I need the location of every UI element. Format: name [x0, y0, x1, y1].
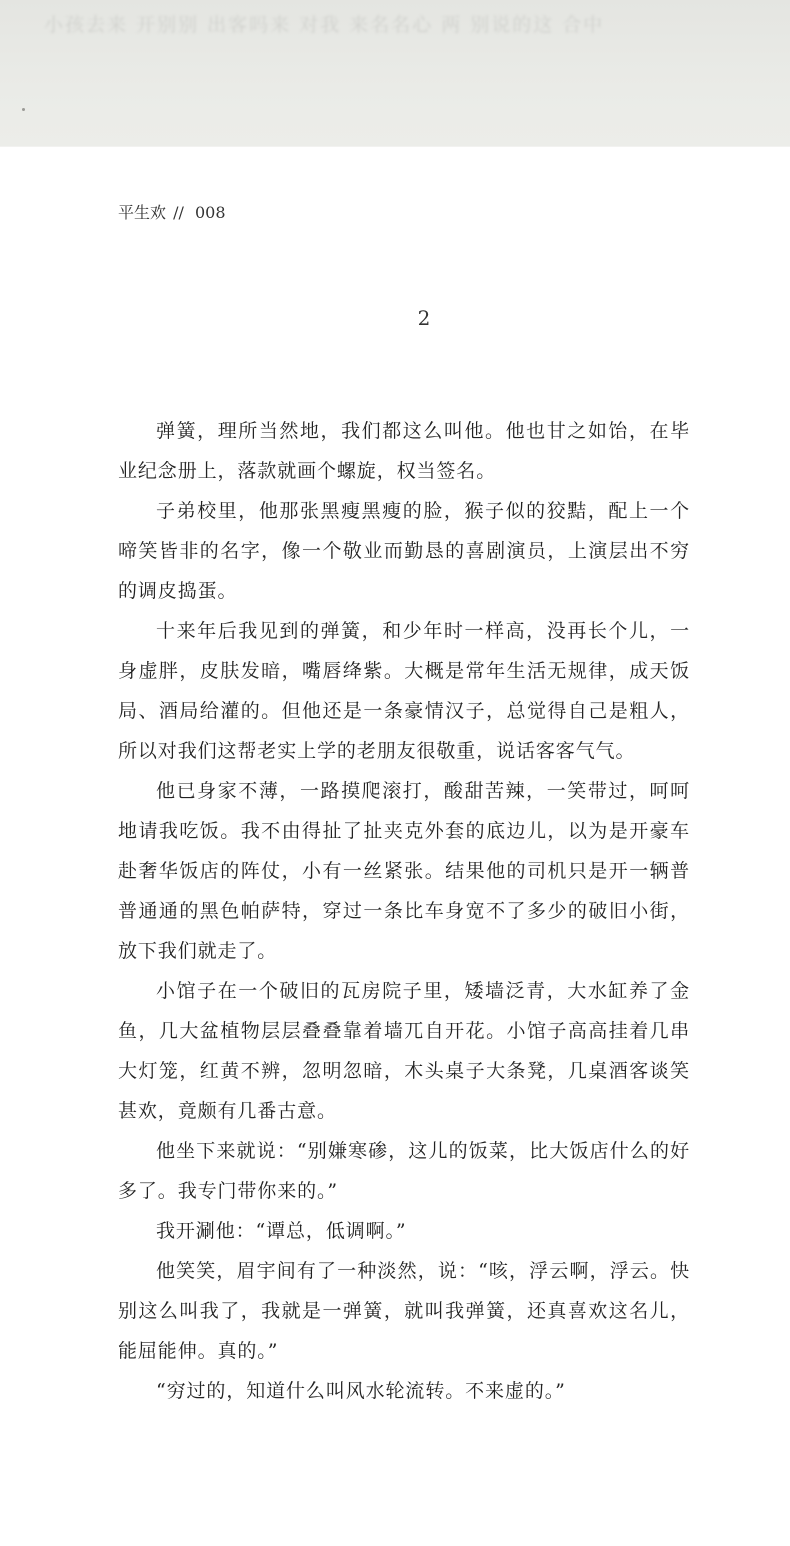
page-number: 008 [194, 203, 226, 222]
facing-page-shadow [0, 0, 790, 146]
paragraph: 小馆子在一个破旧的瓦房院子里，矮墙泛青，大水缸养了金鱼，几大盆植物层层叠叠靠着墙兀自开花。小馆子高高挂着几串大灯笼，红黄不辨，忽明忽暗，木头桌子大条凳，几桌酒客谈笑甚欢，竟颇有几番古意。 [118, 980, 690, 1122]
chapter-number: 2 [417, 306, 431, 330]
paragraph: “穷过的，知道什么叫风水轮流转。不来虚的。” [156, 1380, 566, 1402]
body-text [118, 411, 690, 1411]
running-head [118, 200, 226, 223]
page-edge [0, 146, 790, 147]
paragraph: 他已身家不薄，一路摸爬滚打，酸甜苦辣，一笑带过，呵呵地请我吃饭。我不由得扯了扯夹克外套的底边儿，以为是开豪车赴奢华饭店的阵仗，小有一丝紧张。结果他的司机只是开一辆普普通通的黑色帕萨特，穿过一条比车身宽不了多少的破旧小街，放下我们就走了。 [118, 780, 690, 962]
paragraph: 他笑笑，眉宇间有了一种淡然，说：“咳，浮云啊，浮云。快别这么叫我了，我就是一弹簧，就叫我弹簧，还真喜欢这名儿，能屈能伸。真的。” [118, 1260, 690, 1362]
running-head-separator: // [173, 203, 184, 222]
paragraph: 我开涮他：“谭总，低调啊。” [156, 1220, 407, 1242]
paragraph: 他坐下来就说：“别嫌寒碜，这儿的饭菜，比大饭店什么的好多了。我专门带你来的。” [118, 1140, 690, 1202]
book-title: 平生欢 [118, 203, 167, 222]
paragraph: 子弟校里，他那张黑瘦黑瘦的脸，猴子似的狡黠，配上一个啼笑皆非的名字，像一个敬业而勤恳的喜剧演员，上演层出不穷的调皮捣蛋。 [118, 500, 690, 602]
bleed-through-text: 小孩去来 开别别 出客吗来 对我 来名名心 两 别说的这 合中 [44, 14, 605, 36]
paper-speck [22, 108, 25, 111]
paragraph: 十来年后我见到的弹簧，和少年时一样高，没再长个儿，一身虚胖，皮肤发暗，嘴唇绛紫。大概是常年生活无规律，成天饭局、酒局给灌的。但他还是一条豪情汉子，总觉得自己是粗人，所以对我们这帮老实上学的老朋友很敬重，说话客客气气。 [118, 620, 690, 762]
paragraph: 弹簧，理所当然地，我们都这么叫他。他也甘之如饴，在毕业纪念册上，落款就画个螺旋，权当签名。 [118, 420, 690, 482]
